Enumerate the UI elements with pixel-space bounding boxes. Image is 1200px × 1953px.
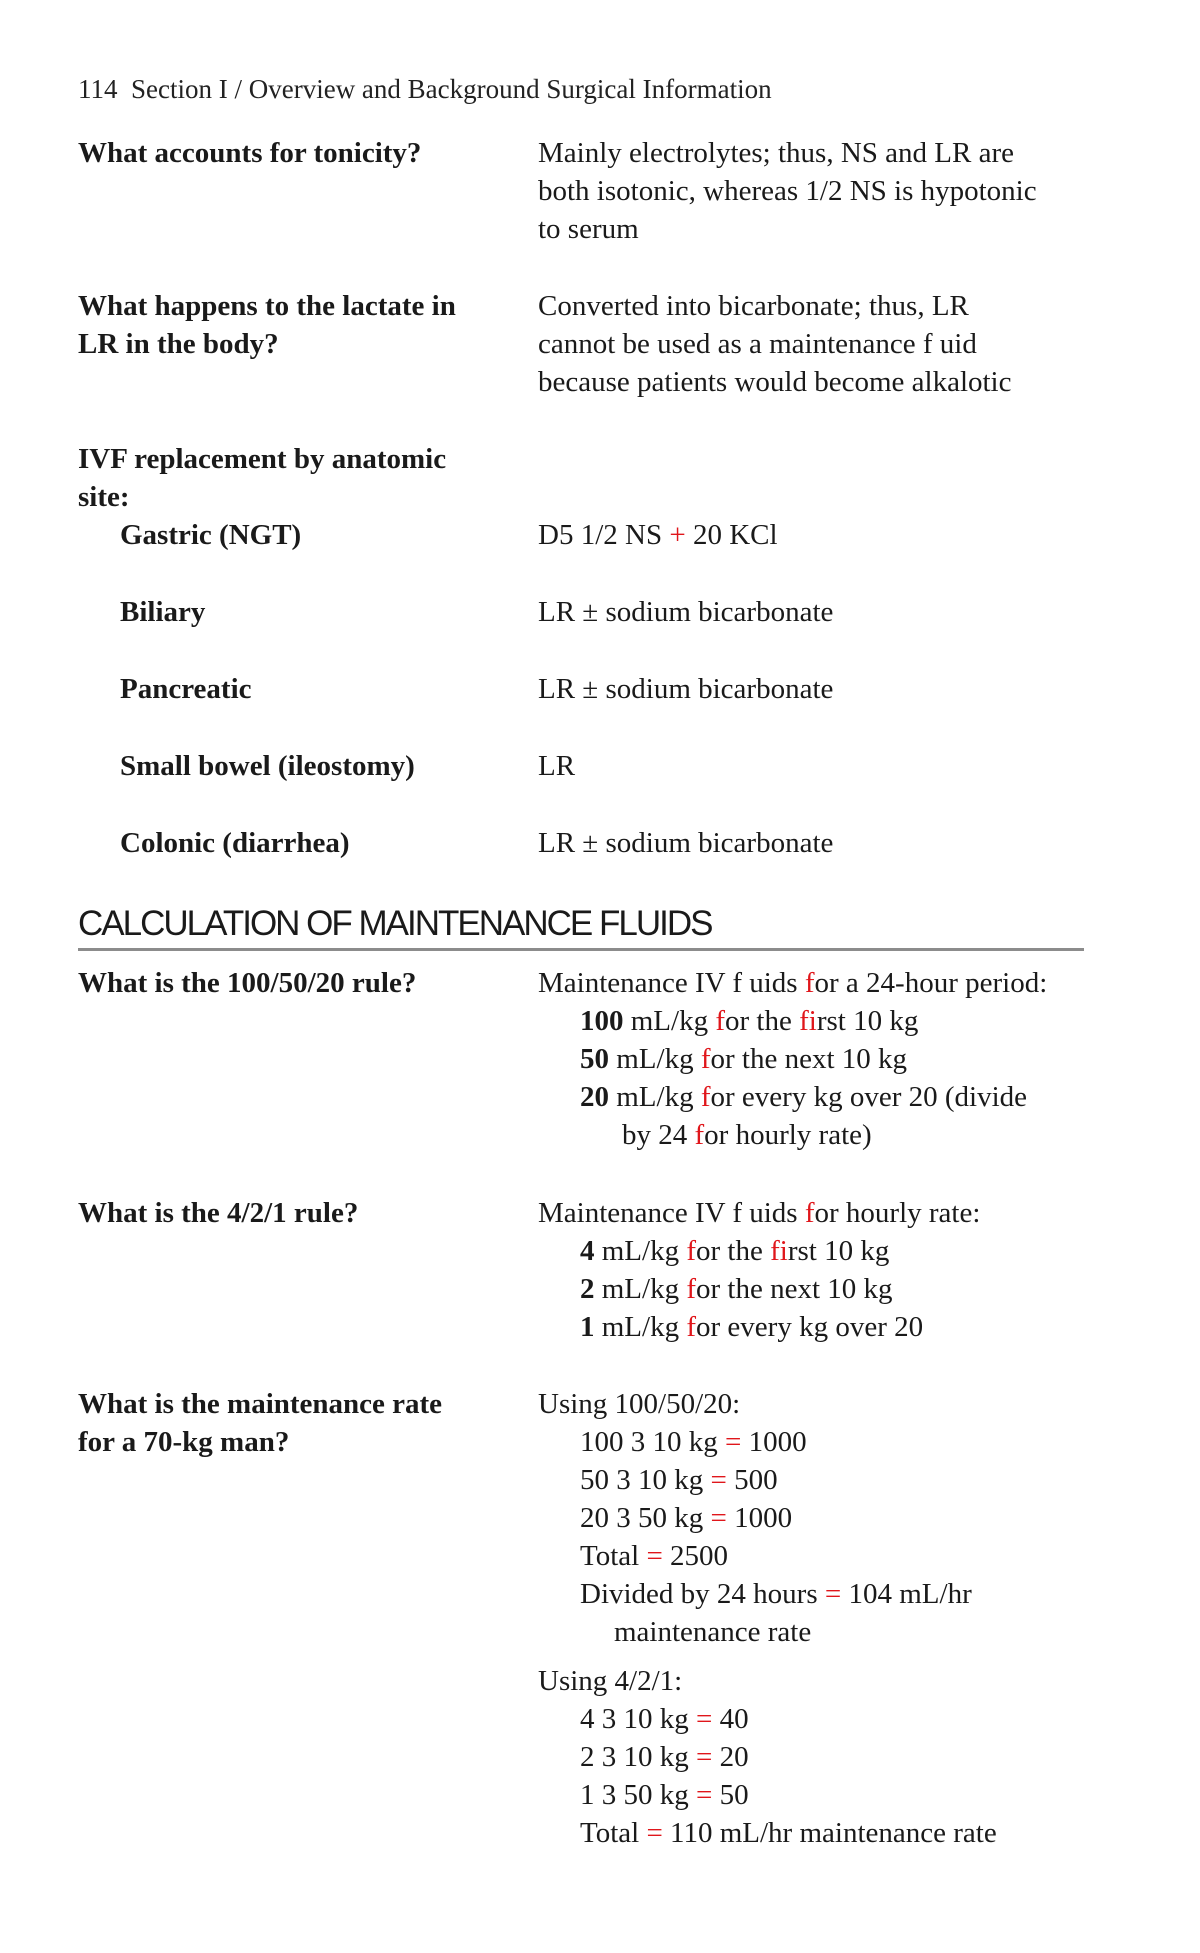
- calc-line: [538, 1461, 1098, 1499]
- answer-biliary: LR ± sodium bicarbonate: [538, 596, 834, 628]
- answer-line: [538, 964, 1098, 1002]
- answer-line: Using 4/2/1:: [538, 1665, 683, 1697]
- equals-sign: =: [646, 1540, 663, 1572]
- site-colonic: Colonic (diarrhea): [120, 827, 350, 859]
- equals-sign: =: [696, 1703, 713, 1735]
- calc-line: [538, 1814, 1098, 1852]
- answer-text: Divided by 24 hours: [580, 1578, 825, 1610]
- site-gastric: Gastric (NGT): [120, 519, 302, 551]
- answer-text: f: [804, 967, 815, 999]
- answer-line: Mainly electrolytes; thus, NS and LR are: [538, 137, 1014, 169]
- answer-text: or the next 10 kg: [696, 1273, 893, 1305]
- answer-text: f: [686, 1273, 697, 1305]
- answer-line: [538, 1194, 1098, 1232]
- answer-text: Maintenance IV f uids: [538, 967, 805, 999]
- answer-line: both isotonic, whereas 1/2 NS is hypotonic: [538, 175, 1037, 207]
- answer-text: or hourly rate:: [814, 1197, 981, 1229]
- question-lactate: [78, 287, 498, 363]
- answer-text: 104 mL/hr: [841, 1578, 972, 1610]
- answer-4-2-1: [538, 1194, 1098, 1346]
- section-name: Section I / Overview and Background Surgical Information: [131, 74, 772, 104]
- answer-text: 40: [712, 1703, 749, 1735]
- rule-item: [538, 1078, 1098, 1116]
- answer-colonic: LR ± sodium bicarbonate: [538, 827, 834, 859]
- rule-item: [538, 1270, 1098, 1308]
- site-pancreatic: Pancreatic: [120, 673, 252, 705]
- answer-line: cannot be used as a maintenance f uid: [538, 328, 977, 360]
- question-70kg: [78, 1385, 498, 1461]
- answer-line: to serum: [538, 213, 639, 245]
- answer-text: mL/kg: [594, 1311, 687, 1343]
- answer-text: 20 3 50 kg: [580, 1502, 711, 1534]
- calc-line: [538, 1575, 1098, 1613]
- answer-text: rst 10 kg: [787, 1235, 890, 1267]
- answer-text: f: [686, 1311, 697, 1343]
- answer-text: 2500: [662, 1540, 729, 1572]
- answer-text: 20 KCl: [685, 519, 778, 551]
- answer-70kg-100-50-20: [538, 1385, 1098, 1651]
- answer-text: or the: [696, 1235, 771, 1267]
- answer-text: f: [715, 1005, 726, 1037]
- answer-text: mL/kg: [594, 1235, 687, 1267]
- question-100-50-20: What is the 100/50/20 rule?: [78, 967, 417, 999]
- answer-100-50-20: [538, 964, 1098, 1154]
- equals-sign: =: [646, 1817, 663, 1849]
- rule-number: 2: [580, 1273, 595, 1305]
- rule-number: 50: [580, 1043, 609, 1075]
- answer-text: 500: [726, 1464, 778, 1496]
- answer-text: f: [686, 1235, 697, 1267]
- calc-line: [538, 1423, 1098, 1461]
- equals-sign: =: [710, 1502, 727, 1534]
- section-divider: [78, 948, 1084, 951]
- section-title: CALCULATION OF MAINTENANCE FLUIDS: [78, 904, 712, 943]
- answer-text: or hourly rate): [704, 1119, 872, 1151]
- answer-lactate: [538, 287, 1098, 401]
- answer-pancreatic: LR ± sodium bicarbonate: [538, 673, 834, 705]
- answer-text: 50 3 10 kg: [580, 1464, 711, 1496]
- question-line: What is the maintenance rate: [78, 1388, 443, 1420]
- question-line: LR in the body?: [78, 328, 279, 360]
- answer-text: or every kg over 20 (divide: [710, 1081, 1027, 1113]
- rule-item: [538, 1002, 1098, 1040]
- question-4-2-1: What is the 4/2/1 rule?: [78, 1197, 359, 1229]
- answer-text: or the: [725, 1005, 800, 1037]
- answer-text: mL/kg: [623, 1005, 716, 1037]
- answer-text: 1 3 50 kg: [580, 1779, 696, 1811]
- equals-sign: =: [696, 1741, 713, 1773]
- answer-text: or the next 10 kg: [710, 1043, 908, 1075]
- answer-line: Converted into bicarbonate; thus, LR: [538, 290, 969, 322]
- answer-text: fi: [770, 1235, 788, 1267]
- answer-text: mL/kg: [609, 1043, 701, 1075]
- rule-item: [538, 1040, 1098, 1078]
- question-line: for a 70-kg man?: [78, 1426, 290, 1458]
- answer-text: 1000: [741, 1426, 807, 1458]
- answer-text: f: [804, 1197, 815, 1229]
- rule-number: 1: [580, 1311, 595, 1343]
- calc-line: [538, 1700, 1098, 1738]
- answer-text: rst 10 kg: [816, 1005, 919, 1037]
- answer-text: Maintenance IV f uids: [538, 1197, 805, 1229]
- answer-gastric: [538, 516, 1098, 554]
- site-small-bowel: Small bowel (ileostomy): [120, 750, 415, 782]
- answer-text: mL/kg: [594, 1273, 687, 1305]
- question-line: site:: [78, 481, 130, 513]
- answer-text: f: [700, 1043, 711, 1075]
- question-tonicity: What accounts for tonicity?: [78, 137, 422, 169]
- answer-70kg-4-2-1: [538, 1662, 1098, 1852]
- calc-line: [538, 1738, 1098, 1776]
- rule-number: 100: [580, 1005, 624, 1037]
- answer-text: or every kg over 20: [696, 1311, 924, 1343]
- answer-text: D5 1/2 NS: [538, 519, 670, 551]
- rule-number: 4: [580, 1235, 595, 1267]
- answer-text: Total: [580, 1540, 647, 1572]
- answer-text: 1000: [726, 1502, 793, 1534]
- answer-text: 2 3 10 kg: [580, 1741, 696, 1773]
- answer-text: f: [694, 1119, 705, 1151]
- answer-line: because patients would become alkalotic: [538, 366, 1012, 398]
- equals-sign: =: [824, 1578, 842, 1610]
- answer-text: mL/kg: [609, 1081, 701, 1113]
- equals-sign: =: [696, 1779, 713, 1811]
- plus-sign: +: [669, 519, 686, 551]
- answer-text: or a 24-hour period:: [814, 967, 1048, 999]
- answer-text: fi: [799, 1005, 817, 1037]
- page-number: 114: [78, 74, 118, 104]
- rule-number: 20: [580, 1081, 609, 1113]
- calc-line: [538, 1499, 1098, 1537]
- answer-tonicity: [538, 134, 1098, 248]
- equals-sign: =: [725, 1426, 742, 1458]
- ivf-heading: [78, 440, 498, 516]
- calc-line: [538, 1776, 1098, 1814]
- calc-line: [538, 1537, 1098, 1575]
- rule-item: [538, 1308, 1098, 1346]
- rule-item-continued: [538, 1116, 1098, 1154]
- answer-text: f: [700, 1081, 711, 1113]
- running-header: [78, 74, 772, 105]
- answer-text: by 24: [622, 1119, 695, 1151]
- answer-text: 100 3 10 kg: [580, 1426, 725, 1458]
- answer-text: 50: [712, 1779, 749, 1811]
- question-line: IVF replacement by anatomic: [78, 443, 447, 475]
- answer-text: Total: [580, 1817, 647, 1849]
- answer-line: Using 100/50/20:: [538, 1388, 741, 1420]
- calc-line-continued: maintenance rate: [614, 1616, 812, 1648]
- answer-text: 4 3 10 kg: [580, 1703, 696, 1735]
- rule-item: [538, 1232, 1098, 1270]
- equals-sign: =: [710, 1464, 727, 1496]
- question-line: What happens to the lactate in: [78, 290, 456, 322]
- answer-text: 20: [712, 1741, 749, 1773]
- answer-small-bowel: LR: [538, 750, 576, 782]
- site-biliary: Biliary: [120, 596, 206, 628]
- answer-text: 110 mL/hr maintenance rate: [662, 1817, 997, 1849]
